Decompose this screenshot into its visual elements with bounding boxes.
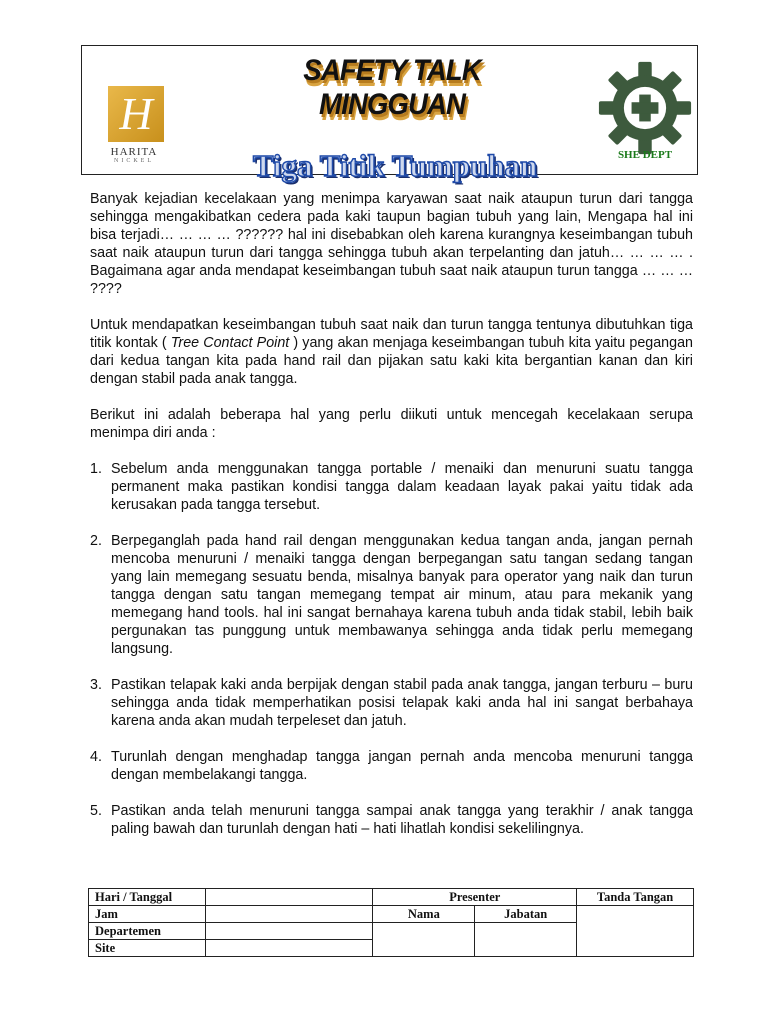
list-item [90, 676, 693, 730]
she-dept-label: SHE DEPT [617, 149, 673, 161]
list-number: 5. [90, 803, 102, 819]
header-box [81, 45, 698, 183]
list-text: Pastikan telapak kaki anda berpijak dengan stabil pada anak tangga, jangan terburu – buru sehingga anda tidak memperhatikan posisi telapak kaki anda hal ini sangat berbahaya karena anda akan mudah terpeleset dan jatuh. [111, 677, 693, 729]
safety-gear-icon [597, 60, 693, 156]
list-text: Berpeganglah pada hand rail dengan menggunakan kedua tangan anda, jangan pernah mencoba menuruni / menaiki tangga dengan berpegangan satu tangan sedang tangan yang lain memegang sesuatu benda, misalnya banyak para operator yang naik dan turun tangga dengan satu tangan memegang tempat air minum, atau para mekanik yang memegang hand tools. hal ini sangat bernahaya karena tubuh anda tidak stabil, lebih baik pergunakan tas punggung untuk membawanya sehingga anda tidak perlu memegang langsung. [111, 533, 693, 657]
jam-field[interactable] [205, 906, 373, 923]
departemen-label: Departemen [89, 923, 206, 940]
document-title: Tiga Titik Tumpuhan [252, 148, 538, 183]
logo-subname: NICKEL [114, 158, 154, 164]
contact-point-term: Tree Contact Point [170, 335, 290, 351]
nama-header: Nama [373, 906, 475, 923]
document-body [90, 190, 693, 856]
list-number: 3. [90, 677, 102, 693]
attendance-table [88, 888, 694, 957]
list-text: Sebelum anda menggunakan tangga portable / menaiki dan menuruni suatu tangga permanent maka pastikan kondisi tangga dalam keadaan layak pakai yaitu tidak ada kerusakan pada tangga tersebut. [111, 461, 693, 513]
hari-tanggal-label: Hari / Tanggal [89, 889, 206, 906]
list-number: 4. [90, 749, 102, 765]
departemen-field[interactable] [205, 923, 373, 940]
jabatan-header: Jabatan [475, 906, 577, 923]
contact-point-text-b: ) yang akan menjaga keseimbangan tubuh kita yaitu pegangan dari kedua tangan kita pada hand rail dan pijakan satu kaki kita bergantian kanan dan kiri dengan stabil pada anak tangga. [90, 335, 693, 387]
jam-label: Jam [89, 906, 206, 923]
nama-field[interactable] [373, 923, 475, 957]
contact-point-text-a: Untuk mendapatkan keseimbangan tubuh saat naik dan turun tangga tentunya dibutuhkan tiga titik kontak ( [90, 317, 693, 351]
signature-field[interactable] [577, 906, 694, 957]
jabatan-field[interactable] [475, 923, 577, 957]
list-number: 1. [90, 461, 102, 477]
list-item [90, 748, 693, 784]
logo-name: HARITA [110, 146, 158, 158]
hari-tanggal-field[interactable] [205, 889, 373, 906]
list-item [90, 802, 693, 838]
list-item [90, 460, 693, 514]
presenter-header: Presenter [373, 889, 577, 906]
site-field[interactable] [205, 940, 373, 957]
logo-letter: H [119, 88, 153, 139]
list-text: Turunlah dengan menghadap tangga jangan pernah anda mencoba menuruni tangga dengan membelakangi tangga. [111, 749, 693, 783]
list-number: 2. [90, 533, 102, 549]
list-text: Pastikan anda telah menuruni tangga sampai anak tangga yang terakhir / anak tangga paling bawah dan turunlah dengan hati – hati lihatlah kondisi sekelilingnya. [111, 803, 693, 837]
harita-logo-mark [108, 86, 164, 142]
list-item [90, 532, 693, 658]
safety-steps-list [90, 460, 693, 838]
tanda-tangan-header: Tanda Tangan [577, 889, 694, 906]
harita-logo [98, 86, 170, 164]
guidance-intro-paragraph: Berikut ini adalah beberapa hal yang perlu diikuti untuk mencegah kecelakaan serupa menimpa diri anda : [90, 407, 693, 441]
contact-point-paragraph [90, 316, 693, 388]
banner-heading: SAFETY TALK MINGGUAN [303, 54, 481, 121]
intro-paragraph: Banyak kejadian kecelakaan yang menimpa karyawan saat naik ataupun turun dari tangga sehingga mengakibatkan cedera pada kaki taupun bagian tubuh yang lain, Mengapa hal ini bisa terjadi… … … … ?????? hal ini disebabkan oleh karena kurangnya keseimbangan tubuh saat naik ataupun turun dari tangga sehingga tubuh akan terpelanting dan jatuh… … … … . Bagaimana agar anda mendapat keseimbangan tubuh saat naik ataupun turun tangga … … … ???? [90, 191, 693, 297]
site-label: Site [89, 940, 206, 957]
